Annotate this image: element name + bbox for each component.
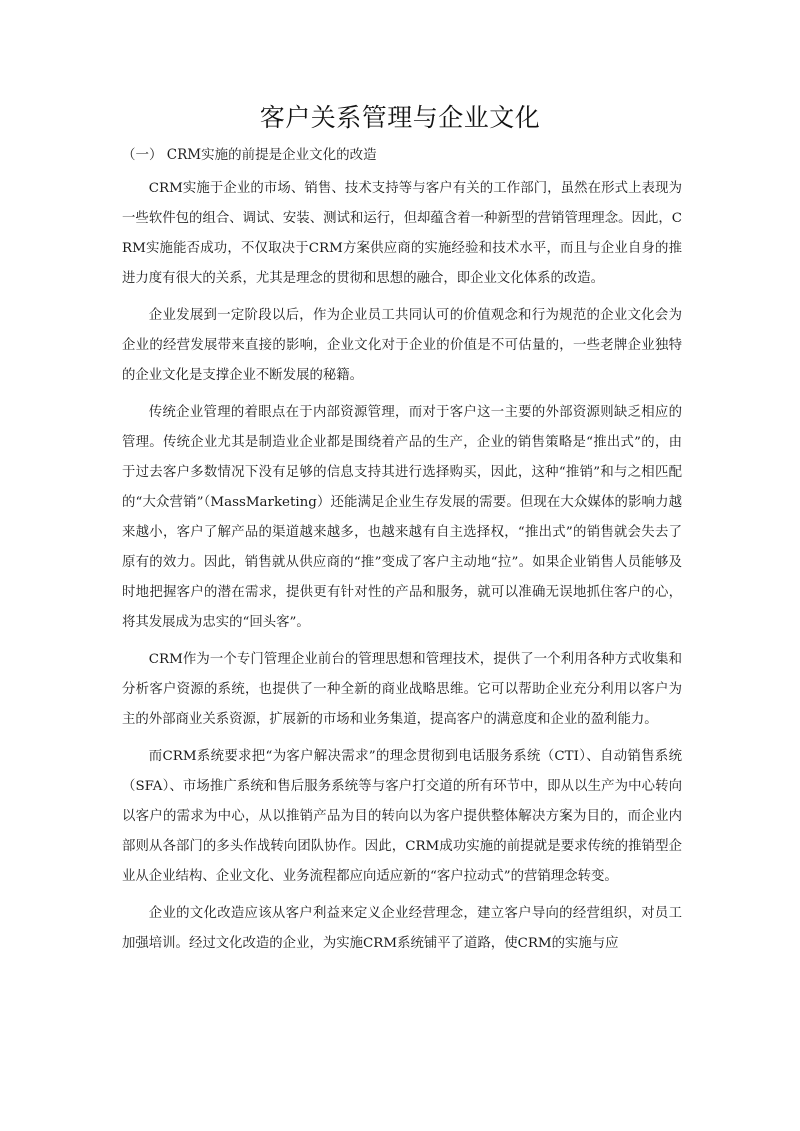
paragraph: CRM作为一个专门管理企业前台的管理思想和管理技术，提供了一个利用各种方式收集和分析客户资源的系统，也提供了一种全新的商业战略思维。它可以帮助企业充分利用以客户为主的外部商业关系资源，扩展新的市场和业务集道，提高客户的满意度和企业的盈利能力。	[122, 652, 682, 727]
paragraph: 传统企业管理的着眼点在于内部资源管理，而对于客户这一主要的外部资源则缺乏相应的管理。传统企业尤其是制造业企业都是围绕着产品的生产，企业的销售策略是“推出式”的，由于过去客户多数情况下没有足够的信息支持其进行选择购买，因此，这种“推销”和与之相匹配的“大众营销”（MassMarketing）还能满足企业生存发展的需要。但现在大众媒体的影响力越来越小，客户了解产品的渠道越来越多，也越来越有自主选择权，“推出式”的销售就会失去了原有的效力。因此，销售就从供应商的“推”变成了客户主动地“拉”。如果企业销售人员能够及时地把握客户的潜在需求，提供更有针对性的产品和服务，就可以准确无误地抓住客户的心，将其发展成为忠实的“回头客”。	[122, 405, 682, 630]
document-title: 客户关系管理与企业文化	[259, 103, 541, 132]
document-body	[122, 174, 682, 966]
section-heading: （一） CRM实施的前提是企业文化的改造	[122, 147, 377, 163]
paragraph: 企业的文化改造应该从客户利益来定义企业经营理念，建立客户导向的经营组织，对员工加强培训。经过文化改造的企业，为实施CRM系统铺平了道路，使CRM的实施与应	[122, 906, 682, 951]
paragraph: CRM实施于企业的市场、销售、技术支持等与客户有关的工作部门，虽然在形式上表现为一些软件包的组合、调试、安装、测试和运行，但却蕴含着一种新型的营销管理理念。因此，CRM实施能否成功，不仅取决于CRM方案供应商的实施经验和技术水平，而且与企业自身的推进力度有很大的关系，尤其是理念的贯彻和思想的融合，即企业文化体系的改造。	[122, 181, 682, 286]
paragraph: 企业发展到一定阶段以后，作为企业员工共同认可的价值观念和行为规范的企业文化会为企业的经营发展带来直接的影响，企业文化对于企业的价值是不可估量的，一些老牌企业独特的企业文化是支撑企业不断发展的秘籍。	[122, 308, 682, 383]
paragraph: 而CRM系统要求把“为客户解决需求”的理念贯彻到电话服务系统（CTI）、自动销售系统（SFA）、市场推广系统和售后服务系统等与客户打交道的所有环节中，即从以生产为中心转向以客户的需求为中心，从以推销产品为目的转向以为客户提供整体解决方案为目的，而企业内部则从各部门的多头作战转向团队协作。因此，CRM成功实施的前提就是要求传统的推销型企业从企业结构、企业文化、业务流程都应向适应新的“客户拉动式”的营销理念转变。	[122, 749, 682, 884]
